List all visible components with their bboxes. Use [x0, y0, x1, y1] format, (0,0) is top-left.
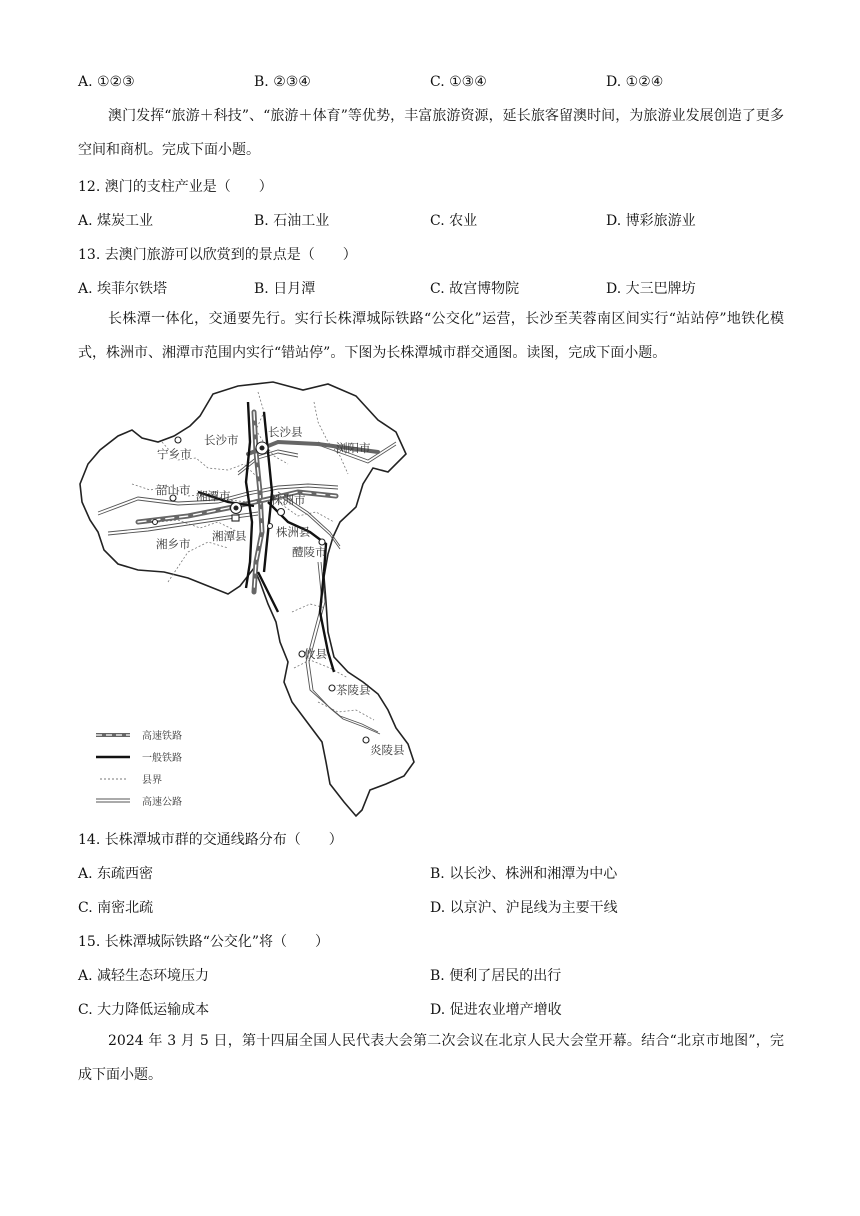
q13-option-d[interactable]: D. 大三巴牌坊 [606, 281, 696, 297]
q14-stem: 14. 长株潭城市群的交通线路分布（ ） [78, 832, 343, 848]
map-label-youxian: 攸县 [304, 647, 327, 661]
passage-beijing: 2024 年 3 月 5 日，第十四届全国人民代表大会第二次会议在北京人民大会堂开幕。结合“北京市地图”，完成下面小题。 [78, 1033, 784, 1083]
passage-macau: 澳门发挥“旅游＋科技”、“旅游＋体育”等优势，丰富旅游资源，延长旅客留澳时间，为旅游业发展创造了更多空间和商机。完成下面小题。 [78, 108, 784, 158]
q14-option-d[interactable]: D. 以京沪、沪昆线为主要干线 [430, 900, 618, 916]
q12-stem: 12. 澳门的支柱产业是（ ） [78, 179, 273, 195]
map-label-chaling: 茶陵县 [336, 683, 371, 697]
q12-option-a[interactable]: A. 煤炭工业 [78, 213, 154, 229]
map-label-changsha-county: 长沙县 [268, 425, 303, 439]
map-label-xiangtan-county: 湘潭县 [212, 529, 247, 543]
map-label-ningxiang: 宁乡市 [157, 447, 192, 461]
legend-conventional-rail: 一般铁路 [142, 753, 182, 764]
map-label-zhuzhou-county: 株洲县 [276, 525, 311, 539]
czt-transport-map [78, 372, 438, 818]
q13-option-a[interactable]: A. 埃菲尔铁塔 [78, 281, 168, 297]
q14-option-a[interactable]: A. 东疏西密 [78, 866, 154, 882]
q15-option-c[interactable]: C. 大力降低运输成本 [78, 1002, 210, 1018]
q11-option-a[interactable]: A. ①②③ [78, 74, 135, 90]
q11-option-b[interactable]: B. ②③④ [254, 74, 311, 90]
q15-option-d[interactable]: D. 促进农业增产增收 [430, 1002, 562, 1018]
q12-option-b[interactable]: B. 石油工业 [254, 213, 330, 229]
q15-option-b[interactable]: B. 便利了居民的出行 [430, 968, 562, 984]
map-label-shaoshan: 韶山市 [156, 483, 191, 497]
q12-option-d[interactable]: D. 博彩旅游业 [606, 213, 696, 229]
map-label-zhuzhou-city: 株洲市 [271, 493, 306, 507]
legend-high-speed-rail: 高速铁路 [142, 731, 182, 742]
q14-option-b[interactable]: B. 以长沙、株洲和湘潭为中心 [430, 866, 618, 882]
legend-expressway: 高速公路 [142, 797, 182, 808]
q15-option-a[interactable]: A. 减轻生态环境压力 [78, 968, 210, 984]
q12-option-c[interactable]: C. 农业 [430, 213, 478, 229]
passage-czt: 长株潭一体化，交通要先行。实行长株潭城际铁路“公交化”运营，长沙至芙蓉南区间实行“站站停”地铁化模式，株洲市、湘潭市范围内实行“错站停”。下图为长株潭城市群交通图。读图，完成下面小题。 [78, 311, 784, 361]
map-legend [96, 729, 182, 808]
q15-stem: 15. 长株潭城际铁路“公交化”将（ ） [78, 934, 330, 950]
q14-option-c[interactable]: C. 南密北疏 [78, 900, 154, 916]
map-label-xiangtan-city: 湘潭市 [196, 489, 231, 503]
map-label-xiangxiang: 湘乡市 [156, 537, 191, 551]
map-label-changsha-city: 长沙市 [204, 433, 239, 447]
map-label-liling: 醴陵市 [292, 545, 327, 559]
q13-option-c[interactable]: C. 故宫博物院 [430, 281, 520, 297]
legend-county-border: 县界 [142, 775, 162, 786]
map-label-liuyang: 浏阳市 [336, 441, 371, 455]
q11-option-c[interactable]: C. ①③④ [430, 74, 487, 90]
q11-option-d[interactable]: D. ①②④ [606, 74, 664, 90]
map-label-yanling: 炎陵县 [370, 743, 405, 757]
q13-option-b[interactable]: B. 日月潭 [254, 281, 316, 297]
q13-stem: 13. 去澳门旅游可以欣赏到的景点是（ ） [78, 247, 357, 263]
